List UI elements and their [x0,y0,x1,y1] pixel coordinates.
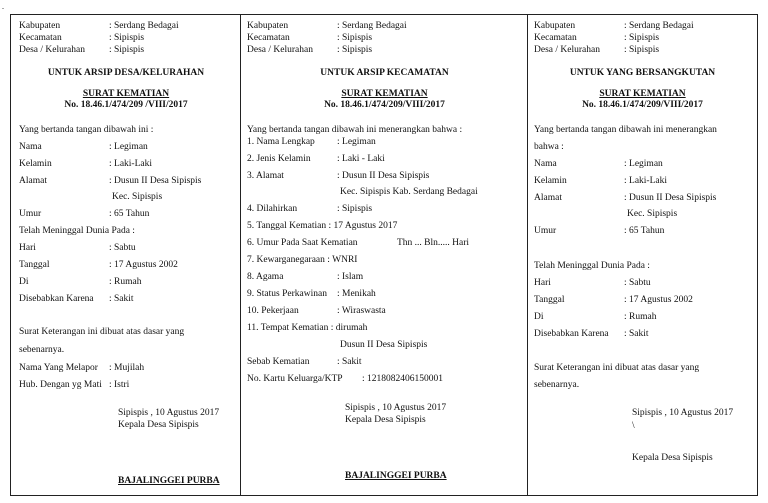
field-alamat: Alamat : Dusun II Desa Sipispis [534,193,717,203]
died-on-label: Telah Meninggal Dunia Pada : [534,261,650,271]
field-umur: Umur : 65 Tahun [534,226,665,236]
field-kelamin: Kelamin : Laki-Laki [534,176,667,186]
place-date: Sipispis , 10 Agustus 2017 [345,403,447,413]
field-nama: Nama : Legiman [19,142,148,152]
intro-line-1: Yang bertanda tangan dibawah ini menerangkan [534,125,717,135]
field-umur-kematian: 6. Umur Pada Saat Kematian Thn ... Bln..... Hari [247,238,470,248]
doc-title: SURAT KEMATIAN [599,89,686,99]
header-kecamatan: Kecamatan : Sipispis [247,33,373,43]
field-kartu-keluarga: No. Kartu Keluarga/KTP : 1218082406150001 [247,374,444,384]
intro-text: Yang bertanda tangan dibawah ini menerangkan bahwa : [247,125,463,135]
place-date: Sipispis , 10 Agustus 2017 [632,408,734,418]
field-pelapor: Nama Yang Melapor : Mujilah [19,363,145,373]
arsip-kecamatan-column [241,15,528,495]
arsip-desa-column [11,15,241,495]
field-disebabkan: Disebabkan Karena : Sakit [19,294,134,304]
field-di: Di : Rumah [19,277,142,287]
field-umur: Umur : 65 Tahun [19,209,150,219]
signer-title: Kepala Desa Sipispis [118,420,199,430]
died-on-label: Telah Meninggal Dunia Pada : [19,226,135,236]
doc-title: SURAT KEMATIAN [341,89,428,99]
field-hari: Hari : Sabtu [19,243,136,253]
field-alamat-2: Kec. Sipispis [112,192,163,202]
doc-title: SURAT KEMATIAN [82,89,170,99]
field-kelamin: Kelamin : Laki-Laki [19,159,152,169]
field-hubungan: Hub. Dengan yg Mati : Istri [19,380,130,390]
intro-text: Yang bertanda tangan dibawah ini : [19,125,154,135]
doc-number: No. 18.46.1/474/209/VIII/2017 [582,100,703,110]
field-alamat-2: Kec. Sipispis [627,209,678,219]
field-tempat-kematian: 11. Tempat Kematian : dirumah [247,323,368,333]
signer-title: Kepala Desa Sipispis [632,453,713,463]
header-desa: Desa / Kelurahan : Sipispis [247,45,373,55]
header-kecamatan: Kecamatan : Sipispis [534,33,660,43]
field-tanggal-kematian: 5. Tanggal Kematian : 17 Agustus 2017 [247,221,398,231]
backslash-mark: \ [632,421,635,431]
field-dilahirkan: 4. Dilahirkan : Sipispis [247,204,373,214]
field-pekerjaan: 10. Pekerjaan : Wiraswasta [247,306,386,316]
section-title: UNTUK ARSIP KECAMATAN [320,68,449,78]
intro-line-2: bahwa : [534,142,564,152]
field-tanggal: Tanggal : 17 Agustus 2002 [19,260,178,270]
header-kabupaten: Kabupaten : Serdang Bedagai [534,21,694,31]
field-tempat-kematian-2: Dusun II Desa Sipispis [340,340,428,350]
signer-title: Kepala Desa Sipispis [345,415,426,425]
field-hari: Hari : Sabtu [534,278,651,288]
field-alamat: Alamat : Dusun II Desa Sipispis [19,176,202,186]
field-alamat: 3. Alamat : Dusun II Desa Sipispis [247,171,430,181]
header-desa: Desa / Kelurahan : Sipispis [19,45,145,55]
section-title: UNTUK YANG BERSANGKUTAN [569,68,716,78]
page-mark: . [2,2,4,11]
signer-name: BAJALINGGEI PURBA [345,471,447,481]
field-di: Di : Rumah [534,312,657,322]
place-date: Sipispis , 10 Agustus 2017 [118,408,220,418]
field-disebabkan: Disebabkan Karena : Sakit [534,329,649,339]
section-title: UNTUK ARSIP DESA/KELURAHAN [47,68,205,78]
doc-number: No. 18.46.1/474/209 /VIII/2017 [64,100,188,110]
header-kecamatan: Kecamatan : Sipispis [19,33,145,43]
field-tanggal: Tanggal : 17 Agustus 2002 [534,295,693,305]
field-jenis-kelamin: 2. Jenis Kelamin : Laki - Laki [247,154,385,164]
statement-line-2: sebenarnya. [19,345,65,355]
doc-number: No. 18.46.1/474/209/VIII/2017 [324,100,445,110]
field-agama: 8. Agama : Islam [247,272,364,282]
header-kabupaten: Kabupaten : Serdang Bedagai [247,21,407,31]
field-sebab-kematian: Sebab Kematian : Sakit [247,357,362,367]
field-nama-lengkap: 1. Nama Lengkap : Legiman [247,137,376,147]
field-status-perkawinan: 9. Status Perkawinan : Menikah [247,289,376,299]
header-desa: Desa / Kelurahan : Sipispis [534,45,660,55]
header-kabupaten: Kabupaten : Serdang Bedagai [19,21,179,31]
field-alamat-2: Kec. Sipispis Kab. Serdang Bedagai [340,187,478,197]
death-certificate-sheet [10,14,758,496]
field-nama: Nama : Legiman [534,159,663,169]
bersangkutan-column [528,15,757,495]
signer-name: BAJALINGGEI PURBA [118,476,220,486]
statement-line-1: Surat Keterangan ini dibuat atas dasar yang [534,363,700,373]
statement-line-2: sebenarnya. [534,380,580,390]
statement-line-1: Surat Keterangan ini dibuat atas dasar yang [19,327,185,337]
field-kewarganegaraan: 7. Kewarganegaraan : WNRI [247,255,358,265]
